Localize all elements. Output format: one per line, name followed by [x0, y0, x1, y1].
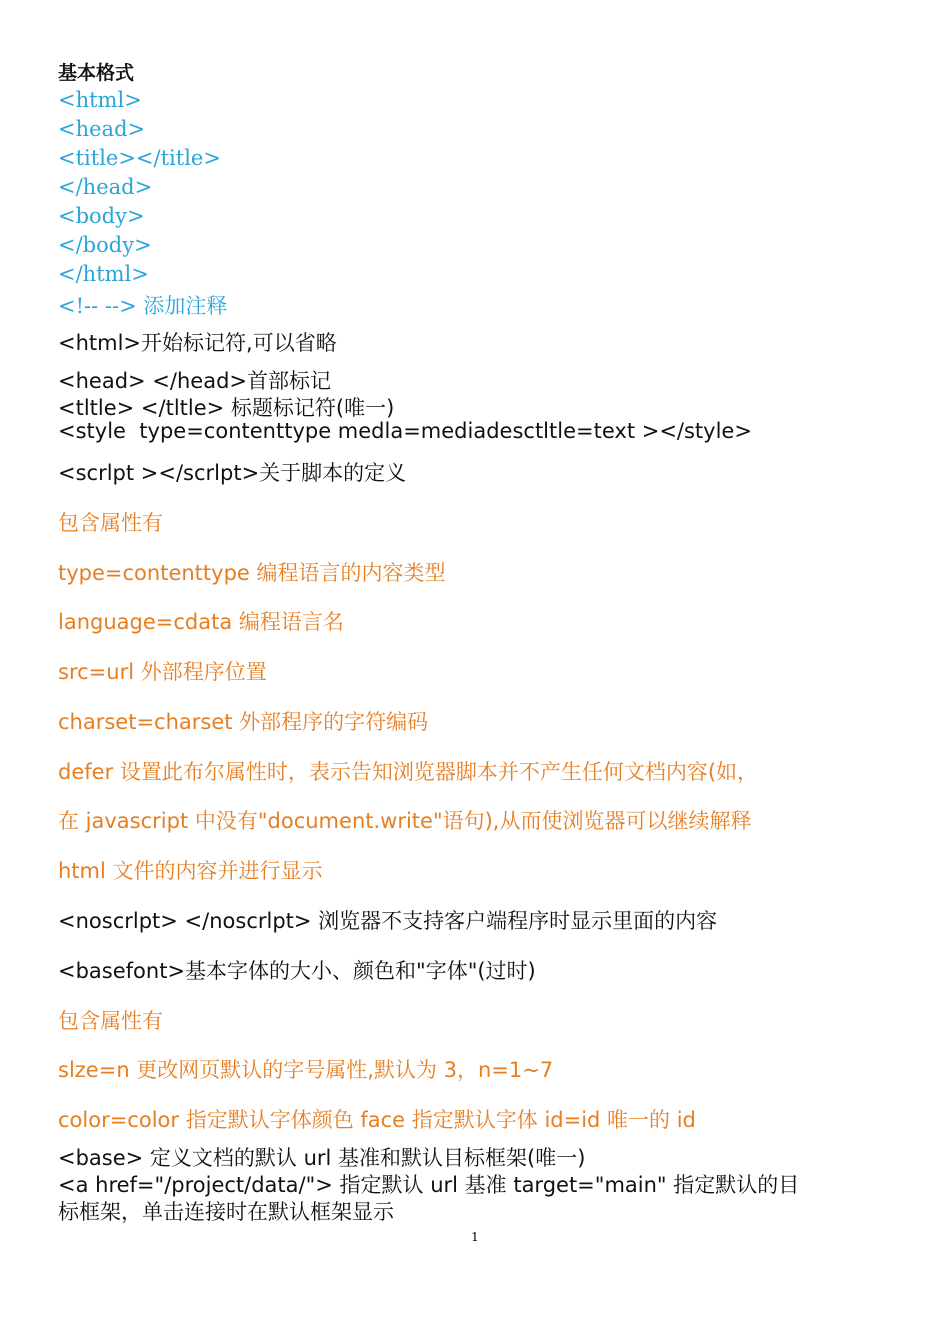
text-line: <head> — [58, 117, 146, 141]
text-line: html 文件的内容并进行显示 — [58, 859, 323, 883]
text-line: type=contenttype 编程语言的内容类型 — [58, 561, 446, 585]
text-line: 在 javascript 中没有"document.write"语句),从而使浏览器可以继续解释 — [58, 809, 752, 833]
text-line: <base> 定义文档的默认 url 基准和默认目标框架(唯一) — [58, 1146, 586, 1170]
text-line: <html>开始标记符,可以省略 — [58, 331, 337, 355]
page-number: 1 — [471, 1230, 479, 1244]
text-line: </head> — [58, 175, 153, 199]
text-line: 标框架，单击连接时在默认框架显示 — [58, 1200, 394, 1224]
text-line: charset=charset 外部程序的字符编码 — [58, 710, 429, 734]
text-line: <title></title> — [58, 146, 221, 170]
text-line: <tltle> </tltle> 标题标记符(唯一) — [58, 396, 395, 420]
text-line: 包含属性有 — [58, 511, 163, 535]
text-line: slze=n 更改网页默认的字号属性,默认为 3，n=1~7 — [58, 1058, 554, 1082]
text-line: defer 设置此布尔属性时，表示告知浏览器脚本并不产生任何文档内容(如， — [58, 760, 759, 784]
text-line: <body> — [58, 204, 145, 228]
text-line: </html> — [58, 262, 149, 286]
text-line: <basefont>基本字体的大小、颜色和"字体"(过时) — [58, 959, 536, 983]
text-line: 包含属性有 — [58, 1009, 163, 1033]
text-line: <head> </head>首部标记 — [58, 369, 331, 393]
text-line: <!-- --> 添加注释 — [58, 294, 228, 318]
text-line: <a href="/project/data/"> 指定默认 url 基准 target="main" 指定默认的目 — [58, 1173, 800, 1197]
text-line: color=color 指定默认字体颜色 face 指定默认字体 id=id 唯一的 id — [58, 1108, 696, 1132]
text-line: <scrlpt ></scrlpt>关于脚本的定义 — [58, 461, 407, 485]
text-line: 基本格式 — [58, 62, 135, 84]
text-line: src=url 外部程序位置 — [58, 660, 267, 684]
text-line: <style type=contenttype medla=mediadesctltle=text ></style> — [58, 419, 752, 443]
text-line: <noscrlpt> </noscrlpt> 浏览器不支持客户端程序时显示里面的内容 — [58, 909, 718, 933]
text-line: <html> — [58, 88, 142, 112]
text-line: language=cdata 编程语言名 — [58, 610, 344, 634]
text-line: </body> — [58, 233, 152, 257]
